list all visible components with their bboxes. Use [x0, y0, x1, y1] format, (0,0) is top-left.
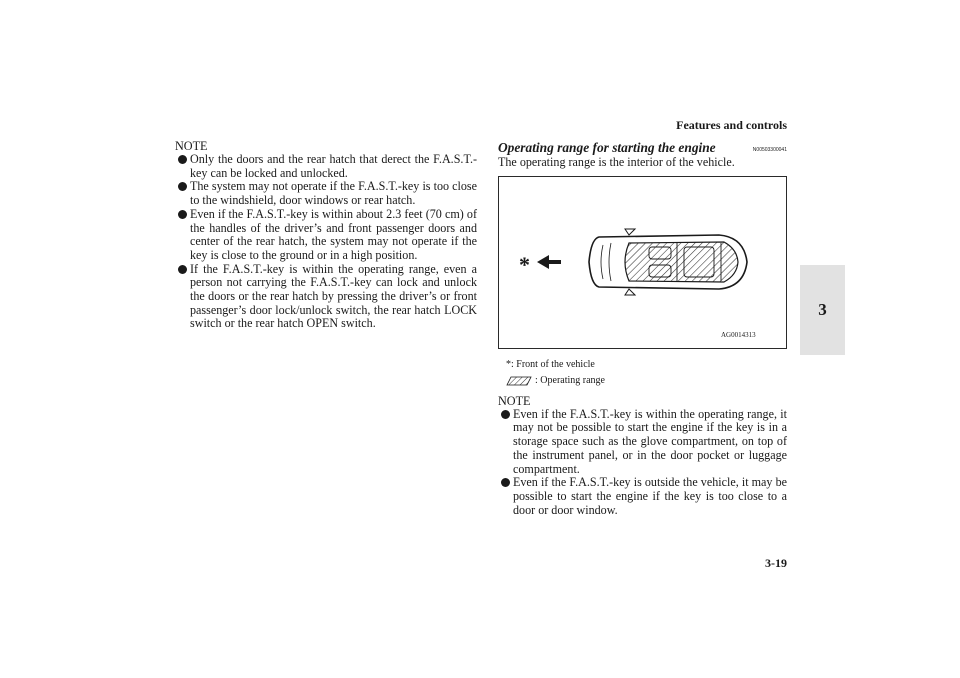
section-heading: Operating range for starting the engine — [498, 140, 716, 155]
bullet-text: Only the doors and the rear hatch that derect the F.A.S.T.-key can be locked and unlocked. — [190, 152, 477, 180]
note-bullet — [498, 476, 787, 517]
front-arrow-icon — [537, 255, 561, 269]
bullet-icon — [178, 182, 187, 191]
note-bullet-list — [175, 153, 477, 331]
section-intro: The operating range is the interior of the vehicle. — [498, 155, 735, 169]
bullet-text: Even if the F.A.S.T.-key is within about 2.3 feet (70 cm) of the handles of the driver’s and front passenger doors and center of the rear hatch, the system may not operate if the key is close to the ground or in a high position. — [190, 206, 477, 262]
bullet-text: The system may not operate if the F.A.S.T.-key is too close to the windshield, door windows or rear hatch. — [190, 179, 477, 208]
bullet-icon — [501, 410, 510, 419]
legend-range-row — [506, 373, 787, 389]
page-number: 3-19 — [765, 556, 787, 570]
note-bullet — [175, 208, 477, 263]
chapter-tab — [800, 265, 845, 355]
operating-range-area — [625, 242, 738, 282]
right-column — [498, 140, 787, 517]
figure-legend — [498, 357, 787, 389]
car-top-view-diagram — [499, 177, 786, 348]
bullet-icon — [178, 155, 187, 164]
bullet-text: If the F.A.S.T.-key is within the operating range, even a person not carrying the F.A.S.T.-key can lock and unlock the doors or the rear hatch by pressing the driver’s or front passenger’s door lock/unlock switch, the rear hatch LOCK switch or the rear hatch OPEN switch. — [190, 261, 477, 331]
hatch-swatch-icon — [506, 376, 532, 386]
note-bullet-list — [498, 408, 787, 518]
left-column — [175, 140, 477, 331]
bullet-text: Even if the F.A.S.T.-key is within the operating range, it may not be possible to start the engine if the key is in a storage space such as the glove compartment, on top of the instrument panel, or in the door pocket or luggage compartment. — [513, 406, 787, 476]
note-bullet — [175, 153, 477, 180]
note-label: NOTE — [498, 393, 531, 408]
reference-code: N00503300041 — [752, 147, 787, 153]
note-bullet — [175, 180, 477, 207]
bullet-text: Even if the F.A.S.T.-key is outside the vehicle, it may be possible to start the engine if the key is too close to a door or door window. — [513, 475, 787, 517]
right-note — [498, 395, 787, 518]
chapter-number: 3 — [818, 300, 827, 319]
note-bullet — [175, 263, 477, 332]
note-bullet — [498, 408, 787, 477]
operating-range-figure — [498, 176, 787, 349]
note-label: NOTE — [175, 139, 208, 153]
bullet-icon — [178, 265, 187, 274]
bullet-icon — [178, 210, 187, 219]
figure-code: AG0014313 — [721, 330, 756, 339]
front-star-label: * — [519, 251, 530, 277]
legend-front: *: Front of the vehicle — [506, 358, 595, 370]
legend-range: : Operating range — [535, 374, 605, 386]
header-title: Features and controls — [676, 118, 787, 132]
bullet-icon — [501, 478, 510, 487]
